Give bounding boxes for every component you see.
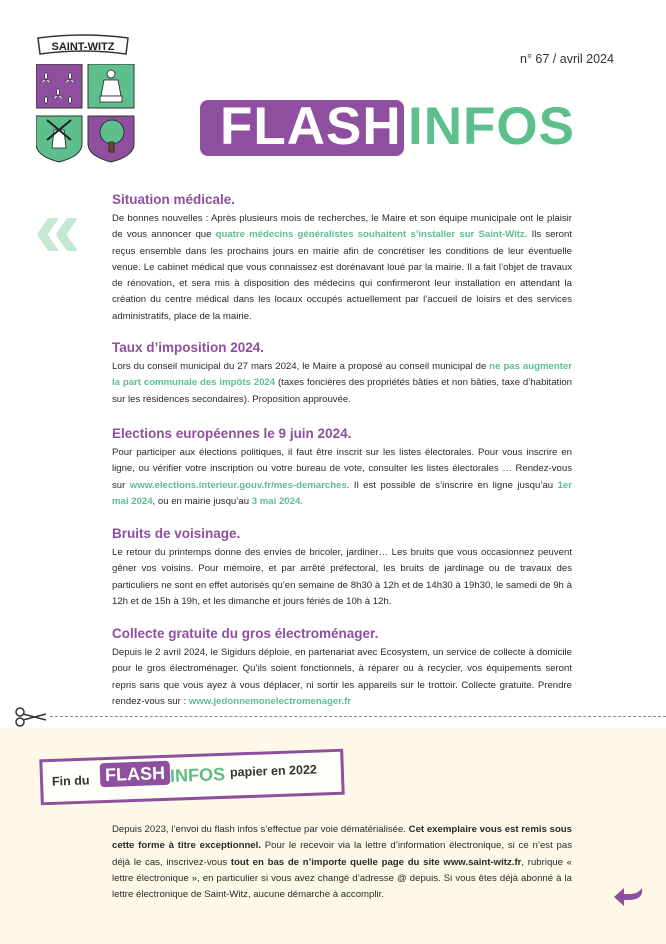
town-banner-label: SAINT-WITZ [51, 41, 115, 53]
end-notice-infos: INFOS [169, 764, 226, 786]
article-body: Pour participer aux élections politiques, il faut être inscrit sur les listes électorales. Pour vous inscrire en ligne, ou vérifier votre inscription ou votre bureau de vote, consulter les listes électorales … Rendez-vous sur www.elections.interieur.gouv.fr/mes-demarches. Il est possible de s’inscrire en ligne jusqu’au 1er mai 2024, ou en mairie jusqu’au 3 mai 2024. [112, 447, 572, 507]
return-arrow-icon[interactable] [612, 884, 646, 908]
article-body: Lors du conseil municipal du 27 mars 2024, le Maire a proposé au conseil municipal de ne pas augmenter la part communale des impôts 2024 (taxes foncières des propriétés bâties et non bâties, taxe d’habitation sur les résidences secondaires). Proposition approuvée. [112, 361, 573, 405]
end-notice-post: papier en 2022 [229, 762, 318, 780]
article-body: Le retour du printemps donne des envies de bricoler, jardiner… Les bruits que vous occasionnez peuvent gêner vos voisins. Pour mémoire, et par arrêté préfectoral, les bruits de jardinage ou de travaux des particuliers ne sont en effet autorisés qu’en semaine de 8h30 à 12h et de 14h30 à 19h30, le samedi de 9h à 12h et de 15h à 19h, et les dimanche et jours fériés de 10h à 12h. [112, 547, 572, 607]
collection-link[interactable]: www.jedonnemonelectromenager.fr [188, 695, 352, 707]
article-title: Bruits de voisinage. [112, 526, 241, 541]
title-infos: INFOS [408, 97, 575, 156]
article-body: De bonnes nouvelles : Après plusieurs mois de recherches, le Maire et son équipe municipale ont le plaisir de vous annoncer que quatre médecins généralistes souhaitent s’installer sur Saint-Witz. Ils seront reçus ensemble dans les prochains jours en mairie afin de concrétiser les conditions de leur éventuelle venue. Le cabinet médical que vous connaissez est dorénavant loué par la mairie. Il a fait l’objet de travaux de rénovation, et sera mis à disposition des médecins qui confirmeront leur installation en attendant la création du centre médical dans les locaux occupés actuellement par l’accueil de loisirs et des services administratifs, place de la mairie. [112, 213, 573, 322]
article-title: Elections européennes le 9 juin 2024. [112, 426, 352, 441]
coat-of-arms [36, 64, 136, 164]
end-notice-pre: Fin du [51, 773, 90, 789]
town-banner [36, 34, 130, 58]
article-title: Situation médicale. [112, 192, 236, 207]
article-title: Collecte gratuite du gros électroménager. [112, 626, 379, 641]
issue-number: n° 67 / avril 2024 [520, 52, 614, 66]
end-notice-flash: FLASH [100, 761, 171, 787]
closing-paragraph: Depuis 2023, l’envoi du flash infos s’effectue par voie dématérialisée. Cet exemplaire vous est remis sous cette forme à titre exceptionnel. Pour le recevoir via la lettre d’information électronique, si ce n’est pas déjà le cas, inscrivez-vous tout en bas de n’importe quelle page du site www.saint-witz.fr, rubrique « lettre électronique », en particulier si vous avez changé d’adresse @ depuis. Si vous êtes déjà abonné à la lettre électronique de Saint-Witz, aucune démarche à accomplir. [112, 824, 573, 901]
title-flash: FLASH [220, 97, 402, 156]
article-medical [112, 192, 572, 325]
article-taxes [112, 340, 572, 408]
article-body: Depuis le 2 avril 2024, le Sigidurs déploie, en partenariat avec Ecosystem, un service de collecte à domicile pour le gros électroménager. Qu’ils soient fonctionnels, à réparer ou à recycler, vos équipements seront repris sans que vous ayez à vous déplacer, ni sortir les appareils sur le trottoir. Collecte gratuite. Prendre rendez-vous sur : www.jedonnemonelectromenager.fr [112, 647, 572, 707]
article-noise [112, 526, 572, 610]
quote-mark-icon: « [34, 181, 67, 275]
article-appliances [112, 626, 572, 710]
article-title: Taux d’imposition 2024. [112, 340, 265, 355]
scissors-icon [14, 706, 48, 728]
article-elections [112, 426, 572, 510]
cut-line [50, 716, 666, 717]
elections-link[interactable]: www.elections.interieur.gouv.fr/mes-demarches [129, 479, 347, 491]
